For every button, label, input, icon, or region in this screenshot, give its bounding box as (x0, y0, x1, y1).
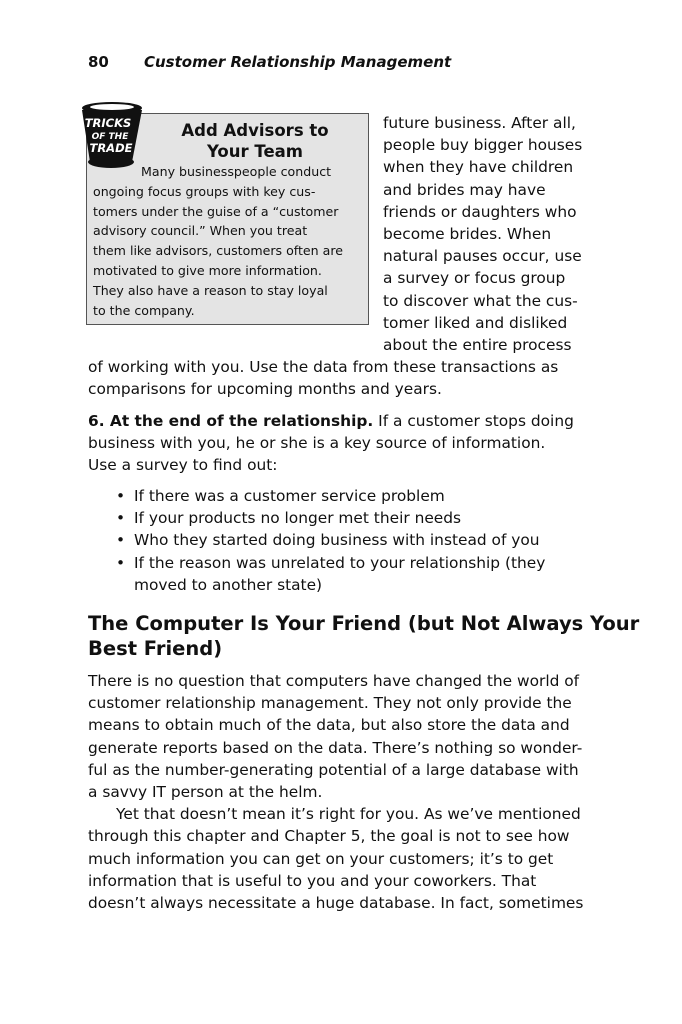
svg-text:TRADE: TRADE (89, 141, 133, 155)
list-item: • If your products no longer met their needs (116, 509, 462, 528)
list-item: • Who they started doing business with instead of you (116, 531, 540, 550)
running-title: Customer Relationship Management (144, 53, 452, 71)
list-item: • If there was a customer service problem (116, 487, 445, 505)
svg-text:OF THE: OF THE (91, 132, 129, 142)
right-column-text: future business. After all, people buy bigger houses when they have children and brides may have friends or daughters who become brides. When natural pauses occur, use a survey or focus group to discover what the cus- tomer liked and disliked about the entire process (383, 114, 583, 355)
running-header (88, 53, 451, 71)
section-heading: The Computer Is Your Friend (but Not Always Your Best Friend) (88, 612, 640, 660)
svg-text:TRICKS: TRICKS (84, 116, 132, 130)
page-number: 80 (88, 53, 109, 71)
tip-title: Add Advisors to Your Team (181, 121, 329, 161)
continuation-paragraph: of working with you. Use the data from these transactions as comparisons for upcoming months and years. (88, 358, 559, 399)
tricks-of-the-trade-hat-icon (68, 100, 148, 172)
bullet-list (116, 485, 545, 596)
tip-body: Many businesspeople conduct ongoing focus groups with key cus- tomers under the guise of a “customer advisory council.” When you treat them like advisors, customers often are motivated to give more information. They also have a reason to stay loyal to the company. (93, 164, 344, 318)
list-item: • If the reason was unrelated to your relationship (they moved to another state) (116, 553, 546, 594)
item-6-lead: 6. At the end of the relationship. (88, 412, 374, 430)
item-6-paragraph: 6. At the end of the relationship. If a customer stops doing business with you, he or she is a key source of information. Use a survey to find out: (88, 412, 574, 475)
body-paragraph-1: There is no question that computers have changed the world of customer relationship management. They not only provide the means to obtain much of the data, but also store the data and generate reports based on the data. There’s nothing so wonder- ful as the number-generating potential of a large database with a savvy IT person at the helm. Yet that doesn’t mean it’s right for you. As we’ve mentioned through this chapter and Chapter 5, the goal is not to see how much information you can get on your customers; it’s to get information that is useful to you and your coworkers. That doesn’t always necessitate a huge database. In fact, sometimes (88, 672, 584, 913)
